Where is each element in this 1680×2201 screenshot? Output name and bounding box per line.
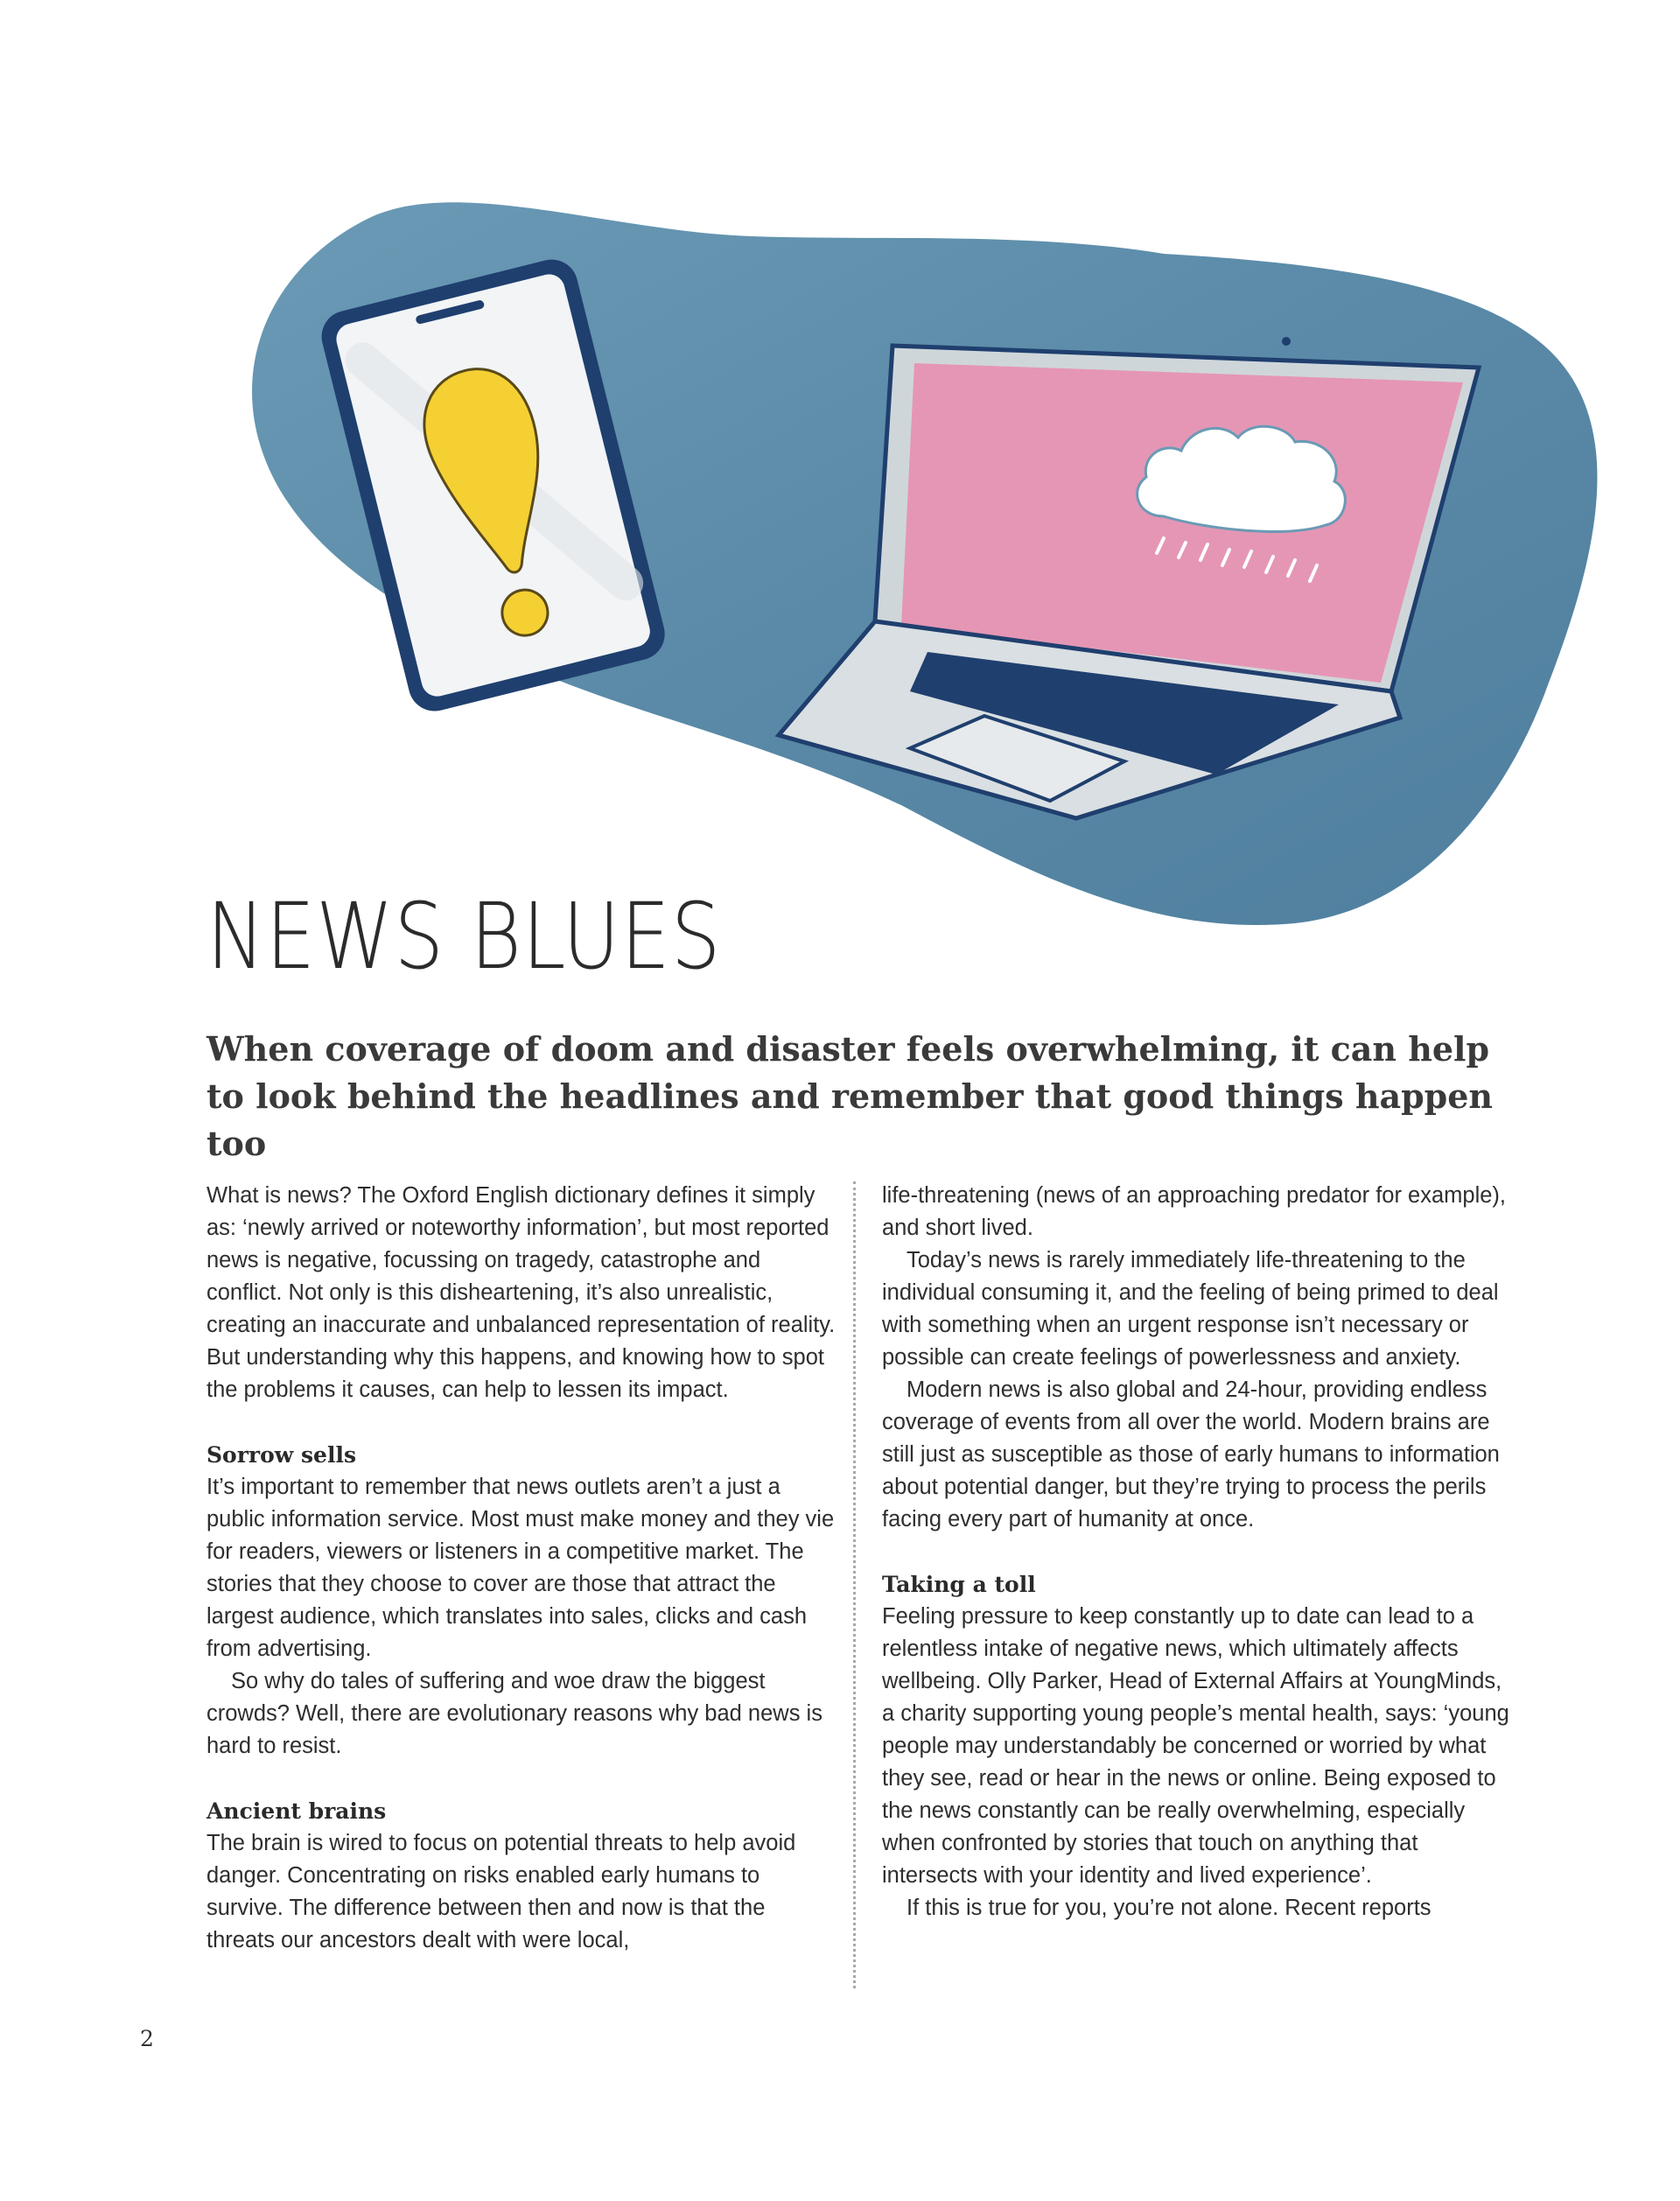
article-subtitle: When coverage of doom and disaster feels overwhelming, it can help to look behind the headlines and remember that good things happen too: [206, 1029, 1494, 1163]
section-heading-ancient-brains: Ancient brains: [206, 1798, 387, 1824]
paragraph: Today’s news is rarely immediately life-threatening to the individual consuming it, and the feeling of being primed to deal with something when an urgent response isn’t necessary or possible can create feelings of powerlessness and anxiety.: [882, 1248, 1499, 1370]
paragraph: So why do tales of suffering and woe draw the biggest crowds? Well, there are evolutionary reasons why bad news is hard to resist.: [206, 1669, 822, 1758]
paragraph: Modern news is also global and 24-hour, providing endless coverage of events from all over the world. Modern brains are still just as susceptible as those of early humans to information about potential danger, but they’re trying to process the perils facing every part of humanity at once.: [882, 1377, 1500, 1532]
column-divider: [853, 1181, 856, 1988]
paragraph: It’s important to remember that news outlets aren’t a just a public information service. Most must make money and they vie for readers, viewers or listeners in a competitive market. The stories that they choose to cover are those that attract the largest audience, which translates into sales, clicks and cash from advertising.: [206, 1475, 835, 1661]
paragraph: If this is true for you, you’re not alone. Recent reports: [906, 1896, 1432, 1920]
paragraph: Feeling pressure to keep constantly up to date can lead to a relentless intake of negative news, which ultimately affects wellbeing. Olly Parker, Head of External Affairs at YoungMinds, a charity supporting young people’s mental health, says: ‘young people may understandably be concerned or worried by what they see, read or hear in the news or online. Being exposed to the news constantly can be really overwhelming, especially when confronted by stories that touch on anything that intersects with your identity and lived experience’.: [882, 1604, 1509, 1888]
paragraph: The brain is wired to focus on potential threats to help avoid danger. Concentrating on risks enabled early humans to survive. The difference between then and now is that the threats our ancestors dealt with were local,: [206, 1831, 796, 1952]
section-heading-sorrow-sells: Sorrow sells: [206, 1442, 357, 1468]
section-heading-taking-a-toll: Taking a toll: [882, 1572, 1036, 1597]
body-column-left: [206, 1180, 836, 1957]
body-column-right: [882, 1180, 1512, 1924]
paragraph: life-threatening (news of an approaching predator for example), and short lived.: [882, 1183, 1506, 1240]
article-title: NEWS BLUES: [206, 883, 722, 990]
intro-paragraph: What is news? The Oxford English dictionary defines it simply as: ‘newly arrived or noteworthy information’, but most reported news is negative, focussing on tragedy, catastrophe and conflict. Not only is this disheartening, it’s also unrealistic, creating an inaccurate and unbalanced representation of reality. But understanding why this happens, and knowing how to spot the problems it causes, can help to lessen its impact.: [206, 1183, 836, 1402]
news-illustration: [0, 0, 1680, 954]
page-number: 2: [140, 2026, 154, 2051]
